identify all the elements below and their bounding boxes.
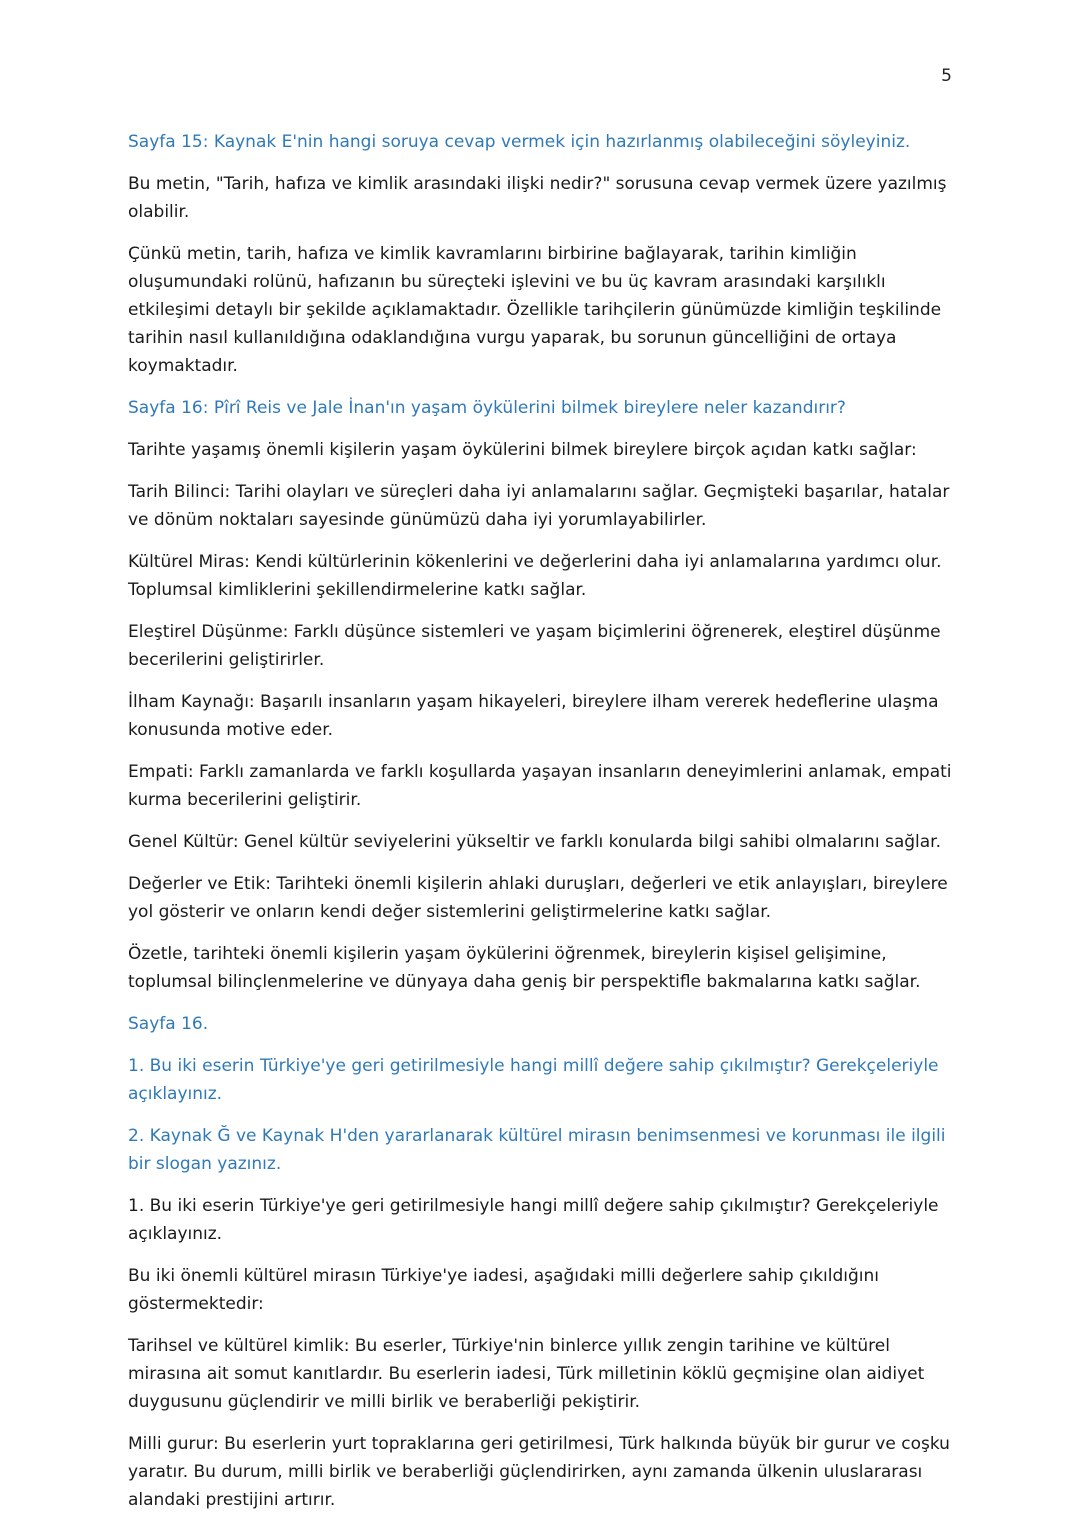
answer-paragraph: Çünkü metin, tarih, hafıza ve kimlik kavramlarını birbirine bağlayarak, tarihin kimliğin oluşumundaki rolünü, hafızanın bu süreçteki işlevini ve bu üç kavram arasındaki karşılıklı etkileşimi detaylı bir şekilde açıklamaktadır. Özellikle tarihçilerin günümüzde kimliğin teşkilinde tarihin nasıl kullanıldığına odaklandığına vurgu yaparak, bu sorunun güncelliğini de ortaya koymaktadır.: [128, 244, 942, 376]
page-number: 5: [941, 66, 952, 86]
answer-paragraph: Kültürel Miras: Kendi kültürlerinin kökenlerini ve değerlerini daha iyi anlamalarına yardımcı olur. Toplumsal kimliklerini şekillendirmelerine katkı sağlar.: [128, 552, 942, 600]
answer-paragraph: İlham Kaynağı: Başarılı insanların yaşam hikayeleri, bireylere ilham vererek hedeflerine ulaşma konusunda motive eder.: [128, 692, 939, 740]
answer-paragraph: Bu metin, "Tarih, hafıza ve kimlik arasındaki ilişki nedir?" sorusuna cevap vermek üzere yazılmış olabilir.: [128, 174, 947, 222]
question-2: 2. Kaynak Ğ ve Kaynak H'den yararlanarak kültürel mirasın benimsenmesi ve korunması ile ilgili bir slogan yazınız.: [128, 1126, 946, 1174]
question-sayfa-16: Sayfa 16: Pîrî Reis ve Jale İnan'ın yaşam öykülerini bilmek bireylere neler kazandırır?: [128, 398, 846, 418]
answer-paragraph: Eleştirel Düşünme: Farklı düşünce sistemleri ve yaşam biçimlerini öğrenerek, eleştirel düşünme becerilerini geliştirirler.: [128, 622, 941, 670]
answer-paragraph: Tarihte yaşamış önemli kişilerin yaşam öykülerini bilmek bireylere birçok açıdan katkı sağlar:: [128, 440, 917, 460]
answer-paragraph: Tarihsel ve kültürel kimlik: Bu eserler, Türkiye'nin binlerce yıllık zengin tarihine ve kültürel mirasına ait somut kanıtlardır. Bu eserlerin iadesi, Türk milletinin köklü geçmişine olan aidiyet duygusunu güçlendirir ve milli birlik ve beraberliği pekiştirir.: [128, 1336, 925, 1412]
answer-paragraph: Tarih Bilinci: Tarihi olayları ve süreçleri daha iyi anlamalarını sağlar. Geçmişteki başarılar, hatalar ve dönüm noktaları sayesinde günümüzü daha iyi yorumlayabilirler.: [128, 482, 950, 530]
answer-paragraph: Değerler ve Etik: Tarihteki önemli kişilerin ahlaki duruşları, değerleri ve etik anlayışları, bireylere yol gösterir ve onların kendi değer sistemlerini geliştirmelerine katkı sağlar.: [128, 874, 948, 922]
answer-paragraph: Bu iki önemli kültürel mirasın Türkiye'ye iadesi, aşağıdaki milli değerlere sahip çıkıldığını göstermektedir:: [128, 1266, 880, 1314]
answer-paragraph: Empati: Farklı zamanlarda ve farklı koşullarda yaşayan insanların deneyimlerini anlamak, empati kurma becerilerini geliştirir.: [128, 762, 952, 810]
question-1: 1. Bu iki eserin Türkiye'ye geri getirilmesiyle hangi millî değere sahip çıkılmıştır? Gerekçeleriyle açıklayınız.: [128, 1056, 939, 1104]
answer-question-restated: 1. Bu iki eserin Türkiye'ye geri getirilmesiyle hangi millî değere sahip çıkılmıştır? Gerekçeleriyle açıklayınız.: [128, 1196, 939, 1244]
answer-paragraph: Milli gurur: Bu eserlerin yurt topraklarına geri getirilmesi, Türk halkında büyük bir gurur ve coşku yaratır. Bu durum, milli birlik ve beraberliği güçlendirirken, aynı zamanda ülkenin uluslararası alandaki prestijini artırır.: [128, 1434, 950, 1510]
answer-paragraph: Özetle, tarihteki önemli kişilerin yaşam öykülerini öğrenmek, bireylerin kişisel gelişimine, toplumsal bilinçlenmelerine ve dünyaya daha geniş bir perspektifle bakmalarına katkı sağlar.: [128, 944, 921, 992]
question-sayfa-15: Sayfa 15: Kaynak E'nin hangi soruya cevap vermek için hazırlanmış olabileceğini söyleyiniz.: [128, 132, 911, 152]
section-heading-sayfa-16: Sayfa 16.: [128, 1014, 209, 1034]
answer-paragraph: Genel Kültür: Genel kültür seviyelerini yükseltir ve farklı konularda bilgi sahibi olmalarını sağlar.: [128, 832, 941, 852]
